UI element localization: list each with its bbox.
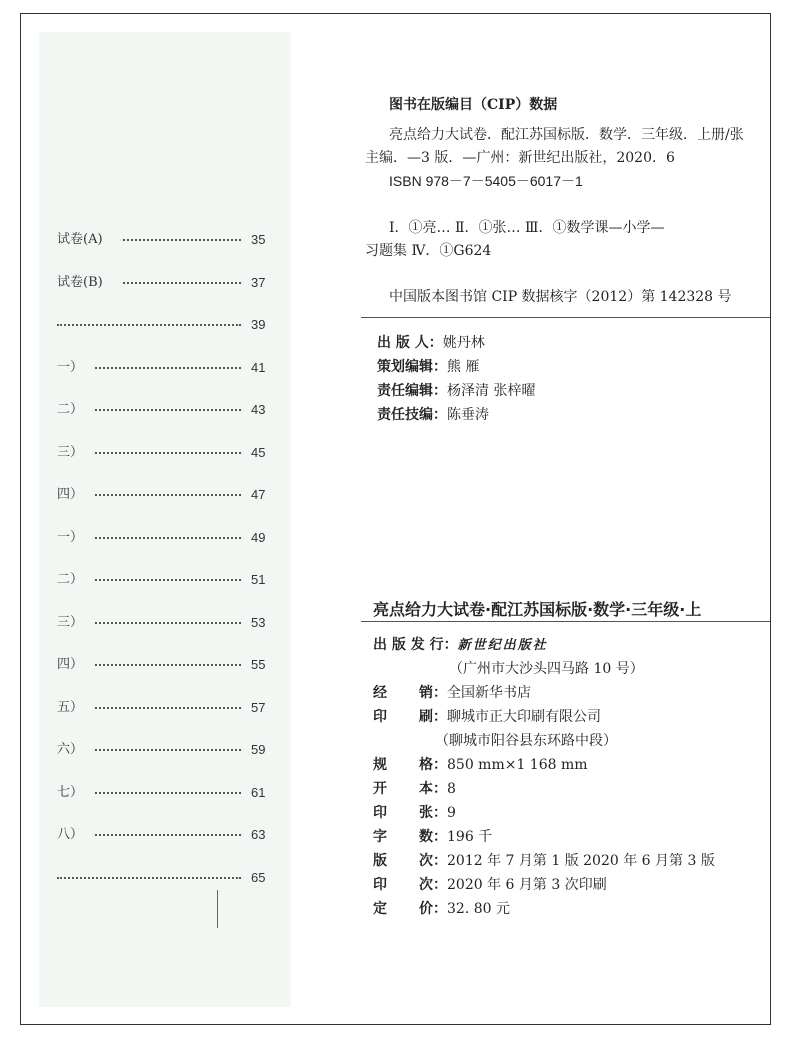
toc-leader-dots [95,537,241,539]
toc-entry-label: 二） [57,402,84,417]
printer-row: 印 刷： 聊城市正大印刷有限公司 [373,709,601,725]
cip-editor-line: 主编．—3 版．—广州：新世纪出版社，2020．6 [365,150,675,166]
cip-isbn: ISBN 978－7－5405－6017－1 [389,173,583,189]
toc-entry [57,867,291,889]
toc-page-number: 55 [251,657,266,672]
toc-page-number: 35 [251,232,266,247]
toc-page-number: 37 [251,274,266,290]
toc-entry-label: 三） [57,614,84,630]
toc-leader-dots [95,579,241,581]
staff-responsible-editor: 责任编辑：杨泽清 张梓曜 [377,383,536,399]
cip-book-line: 亮点给力大试卷．配江苏国标版．数学．三年级．上册/张 [389,127,744,143]
toc-page-number: 39 [251,317,266,332]
toc-leader-dots [95,707,241,709]
cip-classification-line2: 习题集 Ⅳ．①G624 [365,243,492,259]
book-title: 亮点给力大试卷·配江苏国标版·数学·三年级·上 [373,600,702,619]
toc-page [39,32,291,1007]
toc-entry [57,357,291,379]
toc-entry-label: 五） [57,699,84,715]
divider [361,621,771,622]
distributor-row: 经 销： 全国新华书店 [373,685,531,701]
toc-entry [57,782,291,804]
gutter-line [217,890,218,928]
toc-page-number: 53 [251,614,266,630]
toc-entry-label: 四） [57,487,84,502]
toc-leader-dots [95,792,241,794]
toc-entry-label: 六） [57,742,84,757]
toc-entry-label: 一） [57,359,84,375]
toc-page-number: 59 [251,742,266,757]
toc-entry [57,527,291,549]
toc-leader-dots [95,409,241,411]
toc-leader-dots [123,282,241,284]
toc-entry-label: 八） [57,827,84,842]
format-row: 规 格： 850 mm×1 168 mm [373,757,588,773]
sheets-row: 印 张： 9 [373,805,456,821]
toc-page-number: 41 [251,359,266,375]
cip-title: 图书在版编目（CIP）数据 [389,97,558,113]
toc-page-number: 49 [251,529,266,545]
toc-page-number: 57 [251,699,266,715]
toc-leader-dots [95,494,241,496]
toc-entry [57,569,291,591]
publisher-address: （广州市大沙头四马路 10 号） [449,661,644,677]
toc-page-number: 65 [251,869,266,885]
price-row: 定 价： 32. 80 元 [373,901,510,917]
toc-entry-label: 一） [57,529,84,545]
toc-page-number: 61 [251,784,266,800]
toc-page-number: 51 [251,572,266,587]
folio-row: 开 本： 8 [373,781,456,797]
toc-entry-label: 二） [57,572,84,587]
toc-entry-label: 四） [57,657,84,672]
toc-page-number: 47 [251,487,266,502]
publisher-row: 出 版 发 行：新世纪出版社 [373,637,548,653]
toc-entry [57,824,291,846]
toc-leader-dots [123,239,241,241]
toc-entry [57,442,291,464]
toc-page-number: 43 [251,402,266,417]
toc-entry-label: 试卷(B) [57,274,103,290]
staff-publisher: 出 版 人：姚丹林 [377,335,485,351]
cip-classification-line1: Ⅰ．①亮… Ⅱ．①张… Ⅲ．①数学课—小学— [389,220,665,236]
toc-entry [57,399,291,421]
staff-planning-editor: 策划编辑：熊 雁 [377,359,480,375]
toc-leader-dots [95,664,241,666]
toc-entry-label: 三） [57,444,84,460]
toc-entry-label: 试卷(A) [57,232,103,247]
copyright-page [361,14,771,1025]
toc-leader-dots [95,367,241,369]
toc-leader-dots [95,622,241,624]
toc-entry [57,272,291,294]
toc-leader-dots [57,877,241,879]
toc-entry [57,484,291,506]
toc-entry-label: 七） [57,784,84,800]
printer-address: （聊城市阳谷县东环路中段） [435,733,617,749]
edition-row: 版 次： 2012 年 7 月第 1 版 2020 年 6 月第 3 版 [373,853,715,869]
word-count-row: 字 数： 196 千 [373,829,493,845]
impression-row: 印 次： 2020 年 6 月第 3 次印刷 [373,877,607,893]
publisher-logo: 新世纪出版社 [457,638,548,653]
toc-leader-dots [95,834,241,836]
toc-entry [57,229,291,251]
toc-leader-dots [57,324,241,326]
toc-entry [57,612,291,634]
toc-leader-dots [95,749,241,751]
toc-entry [57,314,291,336]
toc-leader-dots [95,452,241,454]
divider [361,317,771,318]
toc-entry [57,739,291,761]
page-frame [20,13,771,1025]
toc-entry [57,697,291,719]
staff-technical-editor: 责任技编：陈垂涛 [377,407,489,423]
cip-number: 中国版本图书馆 CIP 数据核字（2012）第 142328 号 [389,289,732,305]
toc-page-number: 63 [251,827,266,842]
toc-entry [57,654,291,676]
toc-page-number: 45 [251,444,266,460]
